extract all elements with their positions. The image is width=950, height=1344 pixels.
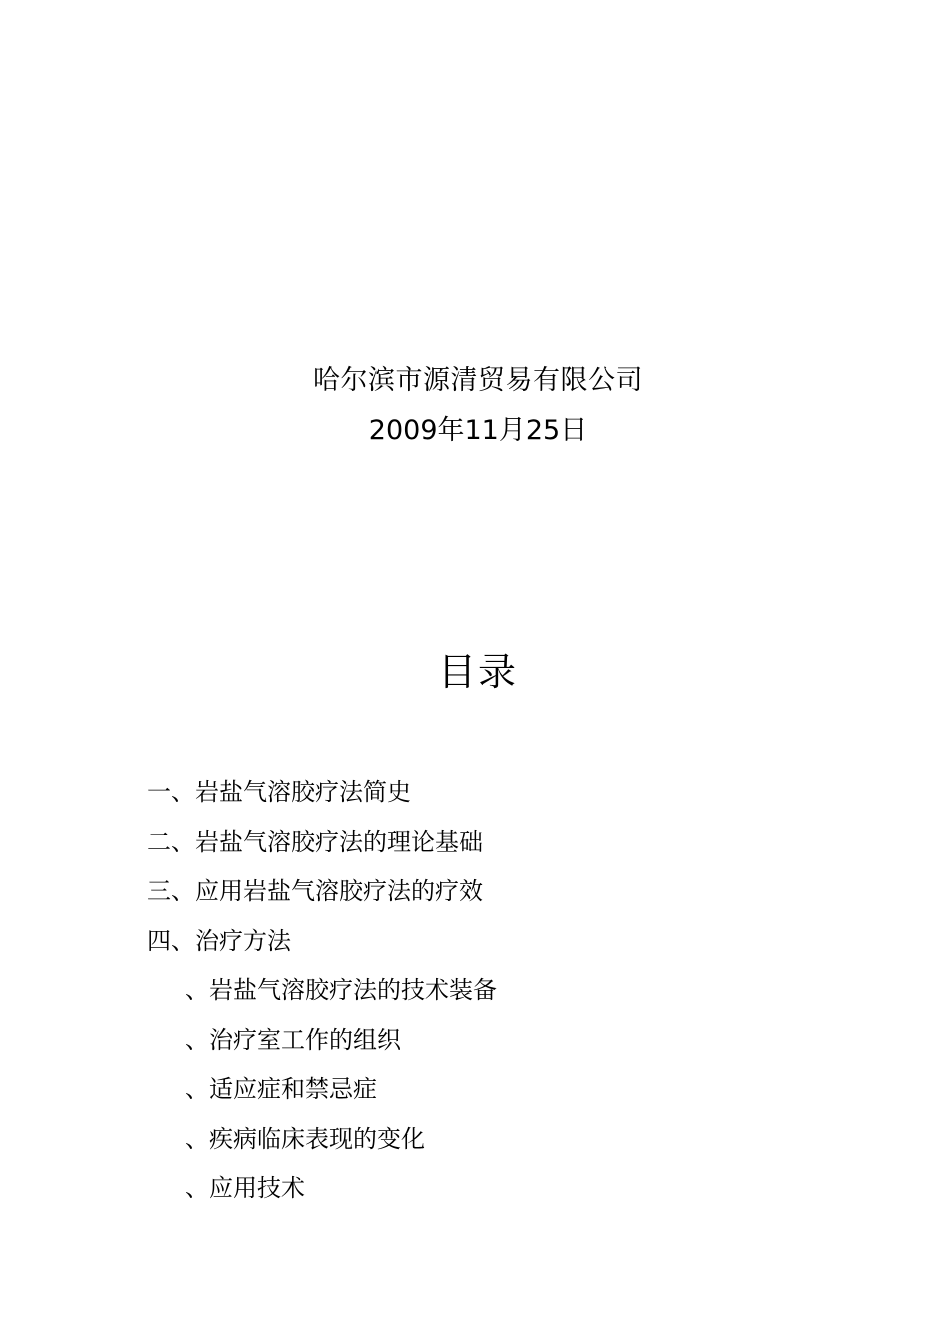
toc-item-1[interactable]: 一、岩盐气溶胶疗法简史 [147,778,411,806]
company-name: 哈尔滨市源清贸易有限公司 [313,365,643,396]
toc-subitem-3[interactable]: 、适应症和禁忌症 [185,1075,377,1103]
toc-item-4[interactable]: 四、治疗方法 [147,927,291,955]
toc-subitem-5[interactable]: 、应用技术 [185,1174,305,1202]
document-date: 2009年11月25日 [368,415,588,446]
toc-item-3[interactable]: 三、应用岩盐气溶胶疗法的疗效 [147,877,483,905]
toc-item-2[interactable]: 二、岩盐气溶胶疗法的理论基础 [147,828,483,856]
toc-subitem-1[interactable]: 、岩盐气溶胶疗法的技术装备 [185,976,497,1004]
toc-subitem-4[interactable]: 、疾病临床表现的变化 [185,1125,425,1153]
toc-title: 目录 [437,650,518,694]
toc-subitem-2[interactable]: 、治疗室工作的组织 [185,1026,401,1054]
